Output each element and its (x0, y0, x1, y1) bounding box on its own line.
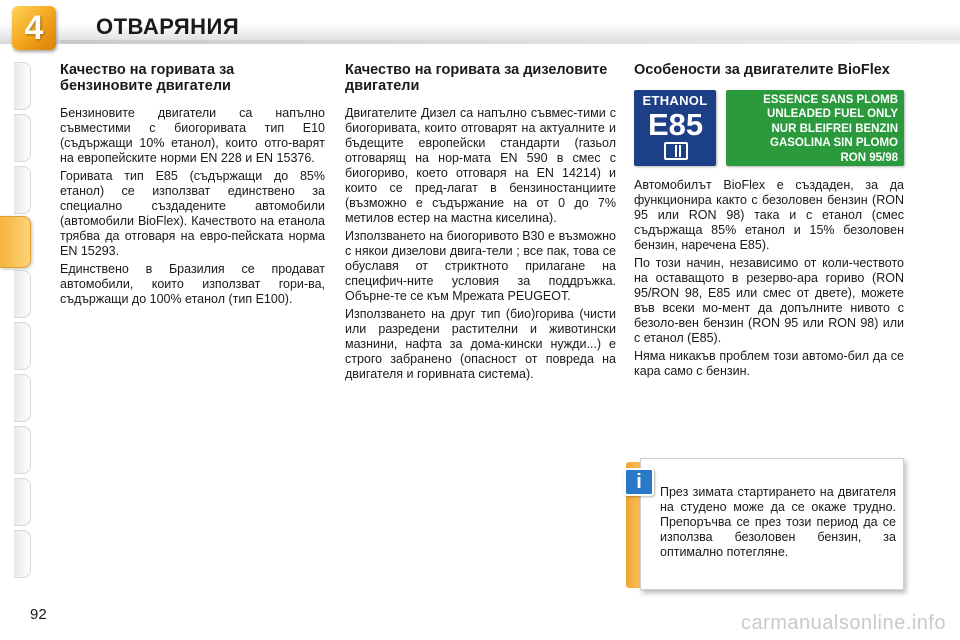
chapter-number-badge: 4 (12, 6, 56, 50)
chapter-tab[interactable] (14, 270, 31, 318)
diesel-fuel-section (345, 62, 616, 385)
paragraph: Единствено в Бразилия се продават автомобили, които използват гори-ва, съдържащи до 100% етанол (тип E100). (60, 262, 325, 306)
fuel-label-line: NUR BLEIFREI BENZIN (771, 122, 898, 135)
e85-label-top: ETHANOL (642, 93, 708, 108)
paragraph: Използването на биогоривото B30 е възможно с някои дизелови двига-тели ; все пак, това се обуславя от стриктното прилагане на специфич-ните условия за поддръжка. Обърне-те се към Мрежата PEUGEOT. (345, 229, 616, 303)
fuel-label-line: RON 95/98 (840, 151, 898, 164)
e85-label-big: E85 (648, 107, 704, 142)
paragraph: Използването на друг тип (био)горива (чисти или разредени растителни и животински мазнини, нафта за дома-кински нужди...) е строго забранено (опасност от повреда на двигателя и горивната система). (345, 307, 616, 381)
chapter-tab[interactable] (14, 322, 31, 370)
page-number: 92 (30, 606, 47, 623)
chapter-tab[interactable] (14, 166, 31, 214)
section-title: Особености за двигателите BioFlex (634, 62, 890, 78)
paragraph: Няма никакъв проблем този автомо-бил да се кара само с бензин. (634, 349, 904, 378)
chapter-tab[interactable] (14, 62, 31, 110)
chapter-tab-active[interactable] (0, 216, 31, 268)
paragraph: Автомобилът BioFlex е създаден, за да функционира както с безоловен бензин (RON 95 или RON 98) така и с етанол (смес съдържаща 85% етанол и 15% безоловен бензин, наречена E85). (634, 178, 904, 252)
chapter-tab[interactable] (14, 530, 31, 578)
petrol-fuel-section (60, 62, 325, 310)
e85-ethanol-label (634, 90, 716, 166)
fuel-label-line: UNLEADED FUEL ONLY (767, 108, 898, 121)
section-title: Качество на горивата за бензиновите двигатели (60, 62, 235, 94)
chapter-tab[interactable] (14, 478, 31, 526)
info-icon: i (624, 468, 654, 496)
fuel-label-line: ESSENCE SANS PLOMB (763, 94, 898, 106)
paragraph: Бензиновите двигатели са напълно съвместими с биогоривата тип E10 (съдържащи 10% етанол), които отго-варят на европейските норми EN 228 и EN 15376. (60, 106, 325, 165)
chapter-tab[interactable] (14, 114, 31, 162)
header-divider (60, 40, 960, 44)
paragraph: Двигателите Дизел са напълно съвмес-тими с биогоривата, които отговарят на актуалните и бъдещите европейски стандарти (газьол отговарящ на нор-мата EN 590 в смес с биогориво, което отговаря на EN 14214) и които се пред-лагат в бензиностанциите (възможно е съдържание на от 0 до 7% метилов естер на мастна киселина). (345, 106, 616, 225)
watermark: carmanualsonline.info (740, 612, 946, 634)
info-box-text: През зимата стартирането на двигателя на студено може да се окаже трудно. Препоръчва се през този период да се използва безоловен бензин, за оптимално потегляне. (660, 485, 896, 559)
paragraph: По този начин, независимо от коли-чеството на оставащото в резерво-ара гориво (RON 95/RON 98, E85 или смес от двете), можете във всеки мо-мент да допълните нивото с безоло-вен бензин (RON 95 или RON 98) или с етанол (E85). (634, 256, 904, 345)
paragraph: Горивата тип E85 (съдържащи до 85% етанол) се използват единствено за специално създадените автомобили (автомобили BioFlex). Качеството на етанола трябва да отговаря на евро-пейската норма EN 15293. (60, 169, 325, 258)
bioflex-section (634, 62, 904, 382)
book-icon (664, 142, 688, 160)
fuel-labels (634, 90, 904, 168)
chapter-title: ОТВАРЯНИЯ (96, 14, 240, 39)
chapter-tab[interactable] (14, 374, 31, 422)
unleaded-fuel-label (726, 90, 904, 166)
fuel-label-line: GASOLINA SIN PLOMO (770, 137, 898, 150)
section-title: Качество на горивата за дизеловите двигатели (345, 62, 608, 94)
chapter-tab[interactable] (14, 426, 31, 474)
